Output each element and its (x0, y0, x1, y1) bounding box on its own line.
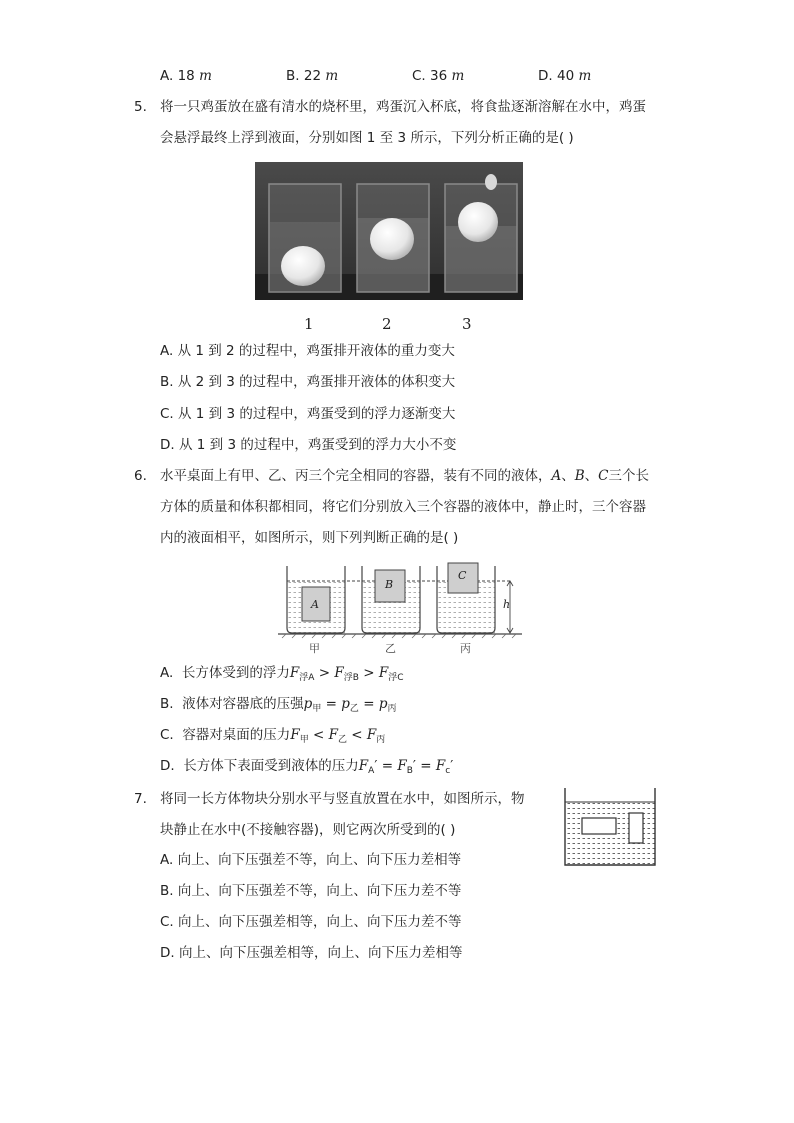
q5-option-b: B. 从 2 到 3 的过程中，鸡蛋排开液体的体积变大 (160, 374, 456, 390)
container-label-bing: 丙 (460, 642, 471, 655)
figure-label-3: 3 (462, 315, 472, 333)
q5-option-d: D. 从 1 到 3 的过程中，鸡蛋受到的浮力大小不变 (160, 437, 457, 453)
q5-number: 5. (134, 99, 147, 115)
q7-option-a: A. 向上、向下压强差不等，向上、向下压力差相等 (160, 852, 462, 868)
figure-label-1: 1 (304, 315, 314, 333)
q6-number: 6. (134, 468, 147, 484)
block-b-label: B (385, 578, 394, 591)
q7-stem-line1: 将同一长方体物块分别水平与竖直放置在水中，如图所示，物 (160, 791, 525, 807)
q7-number: 7. (134, 791, 147, 807)
q5-stem-line1: 将一只鸡蛋放在盛有清水的烧杯里，鸡蛋沉入杯底，将食盐逐渐溶解在水中，鸡蛋 (160, 99, 646, 115)
q6-option-c: C. 容器对桌面的压力$F_甲 < F_乙 < F_丙$ (160, 727, 386, 745)
q6-stem-line3: 内的液面相平，如图所示，则下列判断正确的是( ) (160, 530, 459, 546)
q5-option-a: A. 从 1 到 2 的过程中，鸡蛋排开液体的重力变大 (160, 343, 455, 359)
q6-option-a: A. 长方体受到的浮力$F_{浮A} > F_{浮B} > F_{浮C}$ (160, 665, 404, 683)
q4-option-c: C. 36 m (412, 68, 465, 84)
q4-option-a: A. 18 m (160, 68, 212, 84)
blocks-in-water-figure (562, 786, 658, 868)
q6-stem-line1: 水平桌面上有甲、乙、丙三个完全相同的容器，装有不同的液体，A、B、C三个长 (160, 468, 650, 484)
block-a-label: A (311, 598, 319, 611)
q7-stem-line2: 块静止在水中(不接触容器)，则它两次所受到的( ) (160, 822, 456, 838)
egg-beakers-photo (255, 162, 523, 300)
q5-option-c: C. 从 1 到 3 的过程中，鸡蛋受到的浮力逐渐变大 (160, 406, 456, 422)
q4-option-b: B. 22 m (286, 68, 339, 84)
container-label-yi: 乙 (385, 642, 396, 655)
q7-option-d: D. 向上、向下压强差相等，向上、向下压力差相等 (160, 945, 463, 961)
q7-option-b: B. 向上、向下压强差不等，向上、向下压力差不等 (160, 883, 462, 899)
q4-option-d: D. 40 m (538, 68, 592, 84)
height-label: h (503, 598, 511, 611)
figure-label-2: 2 (382, 315, 392, 333)
q6-option-b: B. 液体对容器底的压强$p_甲 = p_乙 = p_丙$ (160, 696, 397, 714)
q7-option-c: C. 向上、向下压强差相等，向上、向下压力差不等 (160, 914, 462, 930)
q6-option-d: D. 长方体下表面受到液体的压力$F_A' = F_B' = F_c'$ (160, 758, 454, 776)
q5-stem-line2: 会悬浮最终上浮到液面，分别如图 1 至 3 所示，下列分析正确的是( ) (160, 130, 574, 146)
block-c-label: C (458, 569, 467, 582)
q6-stem-line2: 方体的质量和体积都相同，将它们分别放入三个容器的液体中，静止时，三个容器 (160, 499, 646, 515)
container-label-jia: 甲 (309, 642, 320, 655)
